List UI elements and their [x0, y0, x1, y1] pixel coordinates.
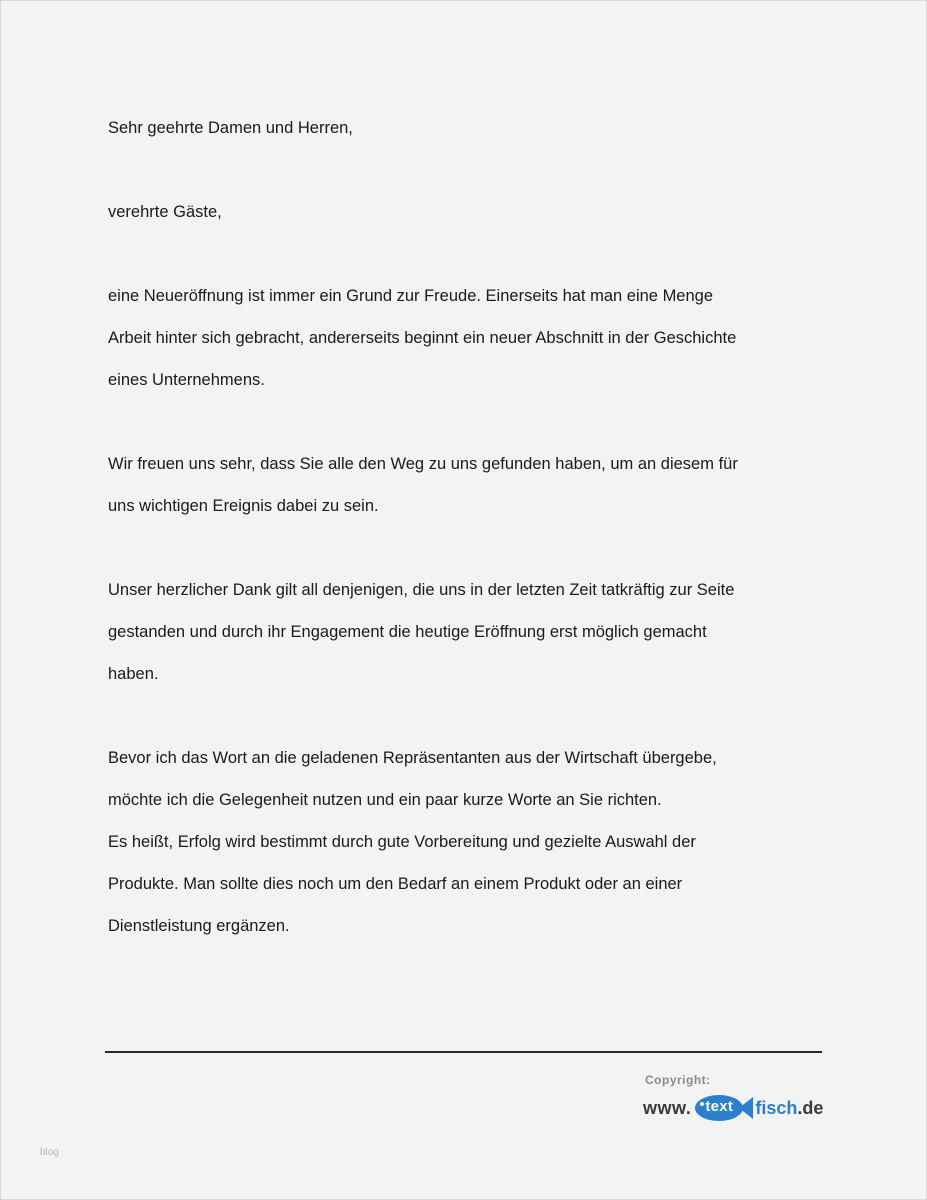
text-line: möchte ich die Gelegenheit nutzen und ein paar kurze Worte an Sie richten. [108, 791, 662, 809]
logo-text: text [705, 1098, 734, 1115]
salutation-text: Sehr geehrte Damen und Herren, [108, 119, 353, 137]
salutation [108, 107, 828, 149]
text-line: Unser herzlicher Dank gilt all denjenigen, die uns in der letzten Zeit tatkräftig zur Seite [108, 581, 735, 599]
text-line: uns wichtigen Ereignis dabei zu sein. [108, 497, 379, 515]
paragraph-1 [108, 275, 828, 401]
text-line: Arbeit hinter sich gebracht, andererseits beginnt ein neuer Abschnitt in der Geschichte [108, 329, 737, 347]
text-line: eine Neueröffnung ist immer ein Grund zur Freude. Einerseits hat man eine Menge [108, 287, 714, 305]
logo-de: .de [797, 1097, 824, 1118]
text-line: Es heißt, Erfolg wird bestimmt durch gute Vorbereitung und gezielte Auswahl der [108, 833, 696, 851]
text-line: haben. [108, 665, 159, 683]
watermark: blog [40, 1147, 59, 1158]
textfisch-logo[interactable] [643, 1093, 823, 1123]
greeting-text: verehrte Gäste, [108, 203, 222, 221]
footer-divider [105, 1051, 822, 1053]
paragraph-2 [108, 443, 828, 527]
text-line: Wir freuen uns sehr, dass Sie alle den Weg zu uns gefunden haben, um an diesem für [108, 455, 738, 473]
text-line: gestanden und durch ihr Engagement die heutige Eröffnung erst möglich gemacht [108, 623, 707, 641]
text-line: Produkte. Man sollte dies noch um den Bedarf an einem Produkt oder an einer [108, 875, 683, 893]
greeting [108, 191, 828, 233]
text-line: eines Unternehmens. [108, 371, 265, 389]
paragraph-3 [108, 569, 828, 695]
fish-icon [693, 1093, 753, 1123]
copyright-label: Copyright: [645, 1073, 711, 1087]
text-line: Bevor ich das Wort an die geladenen Repräsentanten aus der Wirtschaft übergebe, [108, 749, 717, 767]
logo-fisch: fisch [755, 1097, 798, 1118]
letter-body [108, 107, 828, 947]
paragraph-4 [108, 737, 828, 947]
text-line: Dienstleistung ergänzen. [108, 917, 290, 935]
logo-www: www. [643, 1097, 692, 1118]
